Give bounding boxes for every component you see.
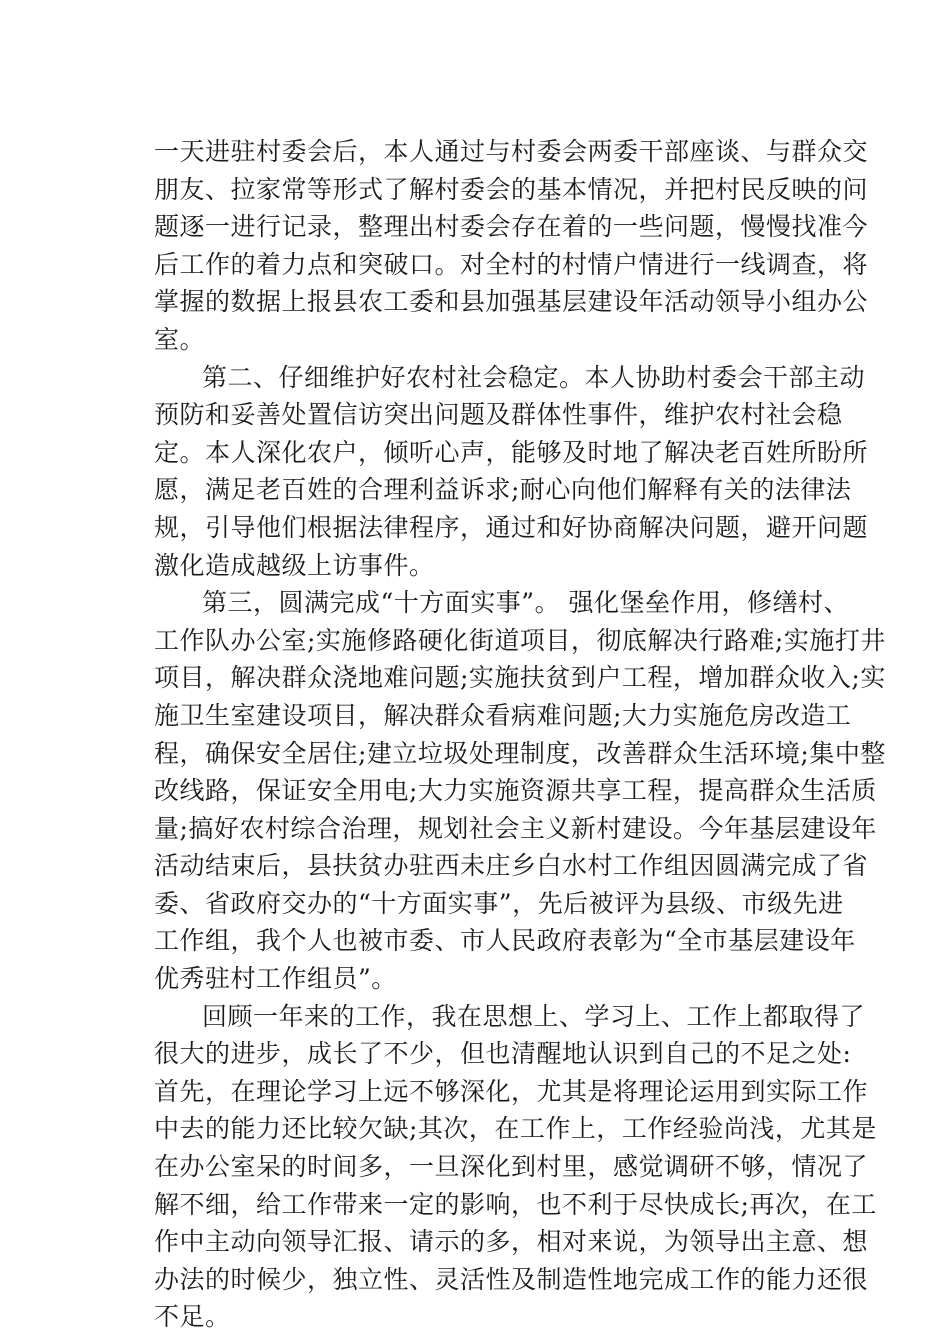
text-line: 量;搞好农村综合治理，规划社会主义新村建设。今年基层建设年: [154, 813, 877, 843]
text-line: 愿，满足老百姓的合理利益诉求;耐心向他们解释有关的法律法: [154, 475, 852, 505]
text-line: 规，引导他们根据法律程序，通过和好协商解决问题，避开问题: [154, 512, 869, 542]
text-line: 第二、仔细维护好农村社会稳定。本人协助村委会干部主动: [202, 362, 866, 392]
document-body: [154, 133, 886, 1336]
text-line: 委、省政府交办的“十方面实事”，先后被评为县级、市级先进: [154, 888, 844, 918]
text-line: 第三，圆满完成“十方面实事”。 强化堡垒作用，修缮村、: [202, 588, 850, 618]
text-line: 活动结束后，县扶贫办驻西未庄乡白水村工作组因圆满完成了省: [154, 851, 869, 881]
paragraph-2: [154, 359, 869, 585]
text-line: 解不细，给工作带来一定的影响，也不利于尽快成长;再次，在工: [154, 1189, 877, 1219]
text-line: 办法的时候少，独立性、灵活性及制造性地完成工作的能力还很: [154, 1264, 869, 1294]
text-line: 工作组，我个人也被市委、市人民政府表彰为“全市基层建设年: [154, 926, 856, 956]
text-line: 预防和妥善处置信访突出问题及群体性事件，维护农村社会稳: [154, 400, 843, 430]
paragraph-3: [154, 584, 886, 998]
text-line: 优秀驻村工作组员”。: [154, 964, 397, 994]
text-line: 不足。: [154, 1302, 231, 1332]
text-line: 室。: [154, 324, 206, 354]
text-line: 激化造成越级上访事件。: [154, 550, 435, 580]
text-line: 工作队办公室;实施修路硬化街道项目，彻底解决行路难;实施打井: [154, 625, 886, 655]
paragraph-4: [154, 998, 877, 1336]
text-line: 中去的能力还比较欠缺;其次，在工作上，工作经验尚浅，尤其是: [154, 1114, 877, 1144]
text-line: 后工作的着力点和突破口。对全村的村情户情进行一线调查，将: [154, 249, 869, 279]
text-line: 掌握的数据上报县农工委和县加强基层建设年活动领导小组办公: [154, 287, 869, 317]
text-line: 很大的进步，成长了不少，但也清醒地认识到自己的不足之处:: [154, 1039, 852, 1069]
text-line: 施卫生室建设项目，解决群众看病难问题;大力实施危房改造工: [154, 700, 852, 730]
text-line: 定。本人深化农户，倾听心声，能够及时地了解决老百姓所盼所: [154, 437, 869, 467]
text-line: 项目，解决群众浇地难问题;实施扶贫到户工程，增加群众收入;实: [154, 663, 886, 693]
text-line: 回顾一年来的工作，我在思想上、学习上、工作上都取得了: [202, 1001, 866, 1031]
text-line: 题逐一进行记录，整理出村委会存在着的一些问题，慢慢找准今: [154, 212, 869, 242]
text-line: 首先，在理论学习上远不够深化，尤其是将理论运用到实际工作: [154, 1076, 869, 1106]
text-line: 作中主动向领导汇报、请示的多，相对来说，为领导出主意、想: [154, 1227, 869, 1257]
text-line: 改线路，保证安全用电;大力实施资源共享工程，提高群众生活质: [154, 776, 877, 806]
text-line: 在办公室呆的时间多，一旦深化到村里，感觉调研不够，情况了: [154, 1152, 869, 1182]
text-line: 朋友、拉家常等形式了解村委会的基本情况，并把村民反映的问: [154, 174, 869, 204]
text-line: 程，确保安全居住;建立垃圾处理制度，改善群众生活环境;集中整: [154, 738, 886, 768]
text-line: 一天进驻村委会后，本人通过与村委会两委干部座谈、与群众交: [154, 137, 869, 166]
paragraph-1: [154, 133, 869, 359]
